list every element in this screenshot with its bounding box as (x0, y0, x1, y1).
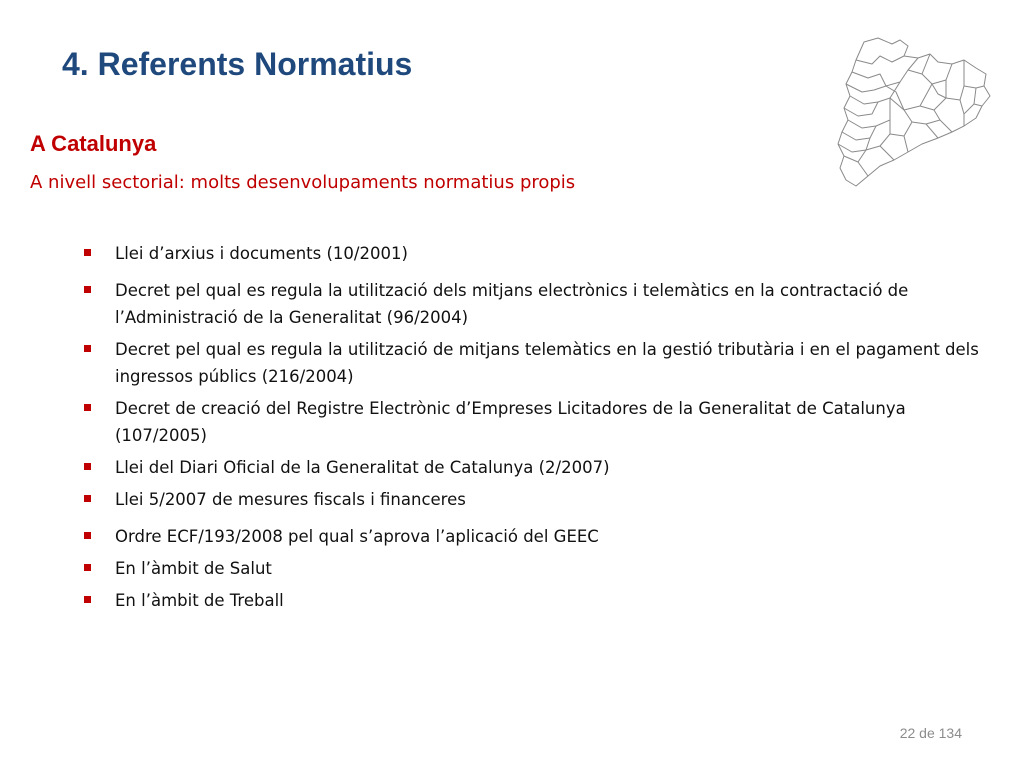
square-bullet-icon (84, 345, 91, 352)
catalonia-map-icon (834, 34, 992, 190)
list-item-text: En l’àmbit de Treball (115, 591, 284, 610)
square-bullet-icon (84, 564, 91, 571)
list-item (82, 395, 992, 449)
section-lead-text: A nivell sectorial: molts desenvolupaments normatius propis (30, 172, 576, 193)
list-item (82, 277, 992, 331)
list-item-text: Decret de creació del Registre Electrònic d’Empreses Licitadores de la Generalitat de Catalunya (107/2005) (115, 399, 906, 445)
list-item (82, 454, 992, 481)
list-item-text: Ordre ECF/193/2008 pel qual s’aprova l’aplicació del GEEC (115, 527, 599, 546)
page-number: 22 de 134 (899, 725, 962, 741)
list-item-text: Decret pel qual es regula la utilització de mitjans telemàtics en la gestió tributària i en el pagament dels ingressos públics (216/2004) (115, 340, 979, 386)
slide-title: 4. Referents Normatius (62, 46, 413, 82)
square-bullet-icon (84, 404, 91, 411)
square-bullet-icon (84, 249, 91, 256)
square-bullet-icon (84, 596, 91, 603)
list-item-text: Decret pel qual es regula la utilització dels mitjans electrònics i telemàtics en la contractació de l’Administració de la Generalitat (96/2004) (115, 281, 909, 327)
list-item (82, 523, 992, 550)
regulations-list (82, 240, 992, 619)
square-bullet-icon (84, 532, 91, 539)
square-bullet-icon (84, 463, 91, 470)
square-bullet-icon (84, 286, 91, 293)
square-bullet-icon (84, 495, 91, 502)
list-item (82, 240, 992, 267)
list-item (82, 555, 992, 582)
list-item-text: Llei del Diari Oficial de la Generalitat de Catalunya (2/2007) (115, 458, 610, 477)
list-item-text: Llei d’arxius i documents (10/2001) (115, 244, 408, 263)
list-item (82, 336, 992, 390)
list-item (82, 486, 992, 513)
list-item-text: Llei 5/2007 de mesures fiscals i financeres (115, 490, 466, 509)
list-item (82, 587, 992, 614)
section-heading: A Catalunya (30, 131, 157, 156)
list-item-text: En l’àmbit de Salut (115, 559, 272, 578)
